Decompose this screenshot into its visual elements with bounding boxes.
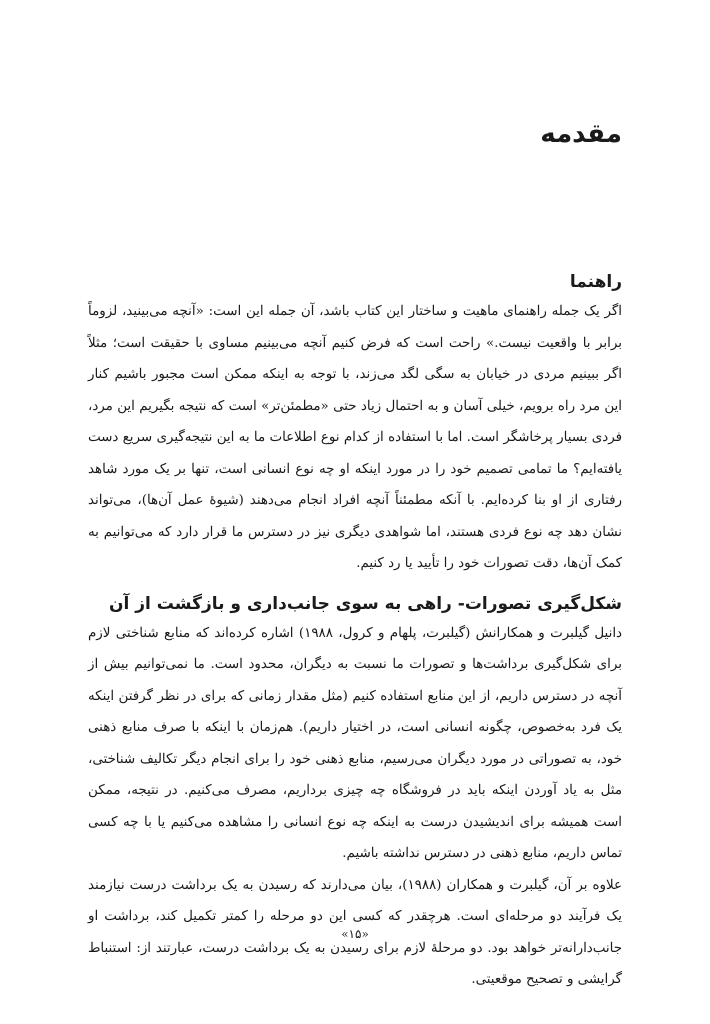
- section-heading-guide: راهنما: [569, 272, 622, 292]
- page-content: [88, 268, 622, 996]
- chapter-title: مقدمه: [540, 119, 622, 149]
- section-gap: [88, 580, 622, 590]
- page-number: «۱۵»: [341, 927, 369, 941]
- impressions-paragraph-2: علاوه بر آن، گیلبرت و همکاران (۱۹۸۸)، بیان می‌دارند که رسیدن به یک برداشت درست نیازمند یک فرآیند دو مرحله‌ای است. هرچقدر که کسی این دو مرحله را کمتر تکمیل کند، برداشت او جانب‌دارانه‌تر خواهد بود. دو مرحلهٔ لازم برای رسیدن به یک برداشت درست، عبارتند از: استنباط گرایشی و تصحیح موقعیتی.: [88, 877, 622, 987]
- guide-paragraph: اگر یک جمله راهنمای ماهیت و ساختار این کتاب باشد، آن جمله این است: «آنچه می‌بینید، لزوماً برابر با واقعیت نیست.» راحت است که فرض کنیم آنچه می‌بینیم مساوی با حقیقت است؛ مثلاً اگر ببینیم مردی در خیابان به سگی لگد می‌زند، با توجه به اینکه ممکن است مجبور باشیم کنار این مرد راه برویم، خیلی آسان و به احتمال زیاد حتی «مطمئن‌تر» است که نتیجه بگیریم این مرد، فردی بسیار پرخاشگر است. اما با استفاده از کدام نوع اطلاعات ما به این نتیجه‌گیری سریع دست یافته‌ایم؟ ما تمامی تصمیم خود را در مورد اینکه او چه نوع انسانی است، تنها بر یک مورد شاهد رفتاری از او بنا کرده‌ایم. با آنکه مطمئناً آنچه افراد انجام می‌دهند (شیوهٔ عمل آن‌ها)، می‌تواند نشان دهد چه نوع فردی هستند، اما شواهدی دیگری نیز در دسترس ما قرار دارد که می‌توانیم به کمک آن‌ها، دقت تصورات خود را تأیید یا رد کنیم.: [88, 304, 622, 571]
- impressions-paragraph-1: دانیل گیلبرت و همکارانش (گیلبرت، پلهام و کرول، ۱۹۸۸) اشاره کرده‌اند که منابع شناختی لازم برای شکل‌گیری برداشت‌ها و تصورات ما نسبت به دیگران، محدود است. ما نمی‌توانیم بیش از آنچه در دسترس داریم، از این منابع استفاده کنیم (مثل مقدار زمانی که برای در نظر گرفتن اینکه یک فرد به‌خصوص، چگونه انسانی است، در اختیار داریم). هم‌زمان با اینکه با صرف منابع ذهنی خود، به تصوراتی در مورد دیگران می‌رسیم، منابع ذهنی خود را برای انجام دیگر تکالیف شناختی، مثل به یاد آوردن اینکه باید در فروشگاه چه چیزی برداریم، مصرف می‌کنیم. در نتیجه، ممکن است همیشه برای اندیشیدن درست به اینکه چه نوع انسانی را مشاهده می‌کنیم یا با چه کسی تماس داریم، منابع ذهنی در دسترس نداشته باشیم.: [88, 625, 622, 861]
- section-heading-impressions: شکل‌گیری تصورات- راهی به سوی جانب‌داری و بازگشت از آن: [108, 593, 622, 614]
